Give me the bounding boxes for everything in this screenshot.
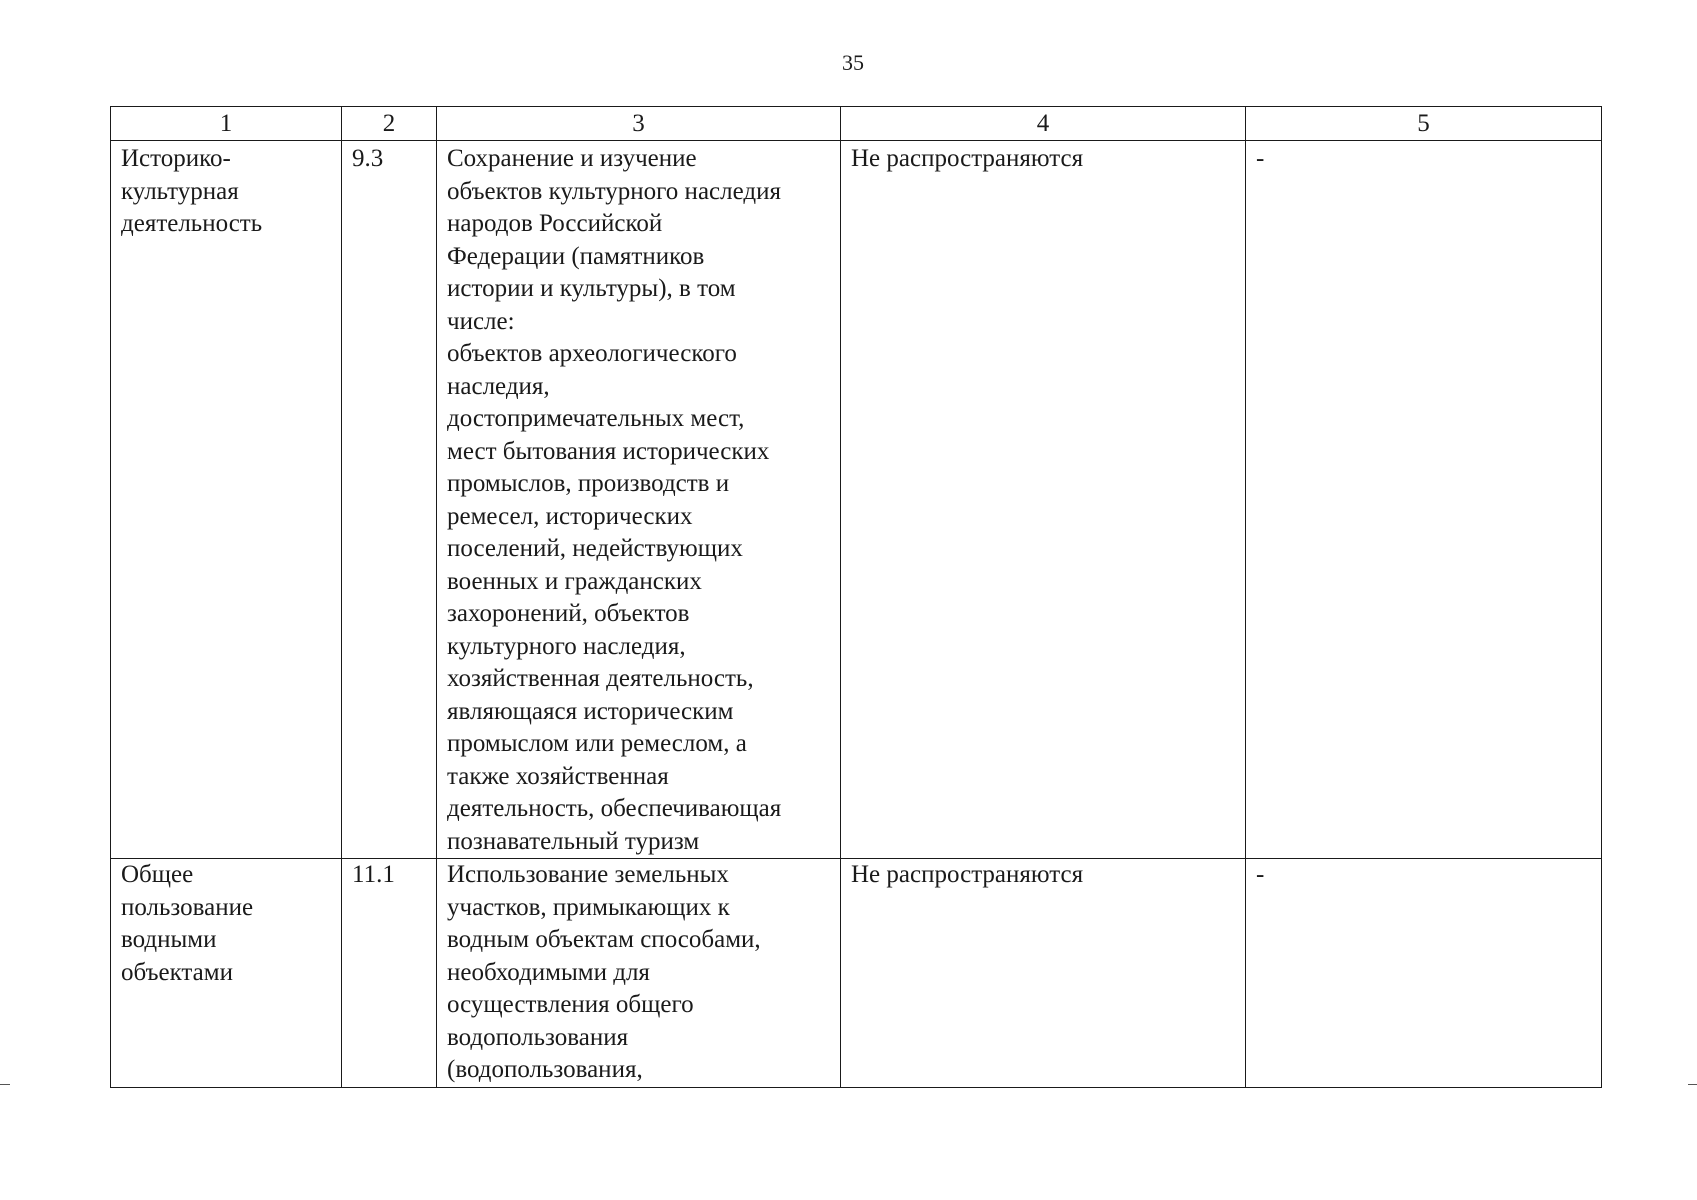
header-col-1: 1 — [111, 107, 342, 141]
left-cut-mark — [0, 1084, 10, 1085]
description-line: наследия, — [447, 372, 550, 400]
use-code-cell: 11.1 — [342, 859, 437, 1088]
description-line: военных и гражданских — [447, 567, 702, 595]
page-number: 35 — [842, 50, 864, 75]
description-line: истории и культуры), в том — [447, 275, 736, 302]
description-line: объектов археологического — [447, 340, 737, 367]
use-name-line: водными — [121, 926, 217, 953]
description-line: достопримечательных мест, — [447, 405, 745, 432]
header-col-5: 5 — [1246, 107, 1602, 141]
description-line: хозяйственная деятельность, — [447, 665, 754, 692]
use-name-line: деятельность — [121, 210, 263, 237]
restriction-cell: Не распространяются — [841, 859, 1246, 1088]
description-line: ремесел, исторических — [447, 502, 693, 530]
use-name-line: Историко- — [121, 145, 231, 172]
use-code-cell: 9.3 — [342, 141, 437, 859]
table-row — [111, 141, 1602, 859]
header-col-3: 3 — [437, 107, 841, 141]
description-line: водным объектам способами, — [447, 926, 761, 953]
description-line: также хозяйственная — [447, 762, 669, 790]
restriction-cell: Не распространяются — [841, 141, 1246, 859]
description-line: необходимыми для — [447, 958, 650, 986]
description-line: мест бытования исторических — [447, 437, 770, 465]
description-line: познавательный туризм — [447, 827, 700, 855]
header-col-2: 2 — [342, 107, 437, 141]
description-line: числе: — [447, 307, 515, 335]
description-line: являющаяся историческим — [447, 697, 734, 725]
header-row — [111, 107, 1602, 141]
description-line: Использование земельных — [447, 861, 729, 888]
use-description-cell — [437, 141, 841, 859]
use-name-cell — [111, 141, 342, 859]
use-name-line: пользование — [121, 893, 254, 921]
description-line: культурного наследия, — [447, 632, 686, 660]
description-line: народов Российской — [447, 210, 663, 237]
description-line: поселений, недействующих — [447, 535, 743, 562]
land-use-table — [110, 106, 1602, 1088]
note-cell: - — [1246, 859, 1602, 1088]
description-line: участков, примыкающих к — [447, 893, 730, 921]
table-row — [111, 859, 1602, 1088]
description-line: (водопользования, — [447, 1056, 643, 1083]
description-line: осуществления общего — [447, 991, 694, 1018]
description-line: промыслов, производств и — [447, 470, 730, 497]
description-line: промыслом или ремеслом, а — [447, 730, 747, 757]
description-line: водопользования — [447, 1023, 629, 1051]
use-name-line: объектами — [121, 958, 233, 986]
description-line: объектов культурного наследия — [447, 177, 781, 205]
header-col-4: 4 — [841, 107, 1246, 141]
right-cut-mark — [1688, 1084, 1697, 1085]
use-name-line: Общее — [121, 861, 194, 888]
description-line: Сохранение и изучение — [447, 145, 697, 172]
description-line: деятельность, обеспечивающая — [447, 795, 782, 822]
use-name-cell — [111, 859, 342, 1088]
note-cell: - — [1246, 141, 1602, 859]
use-name-line: культурная — [121, 177, 239, 205]
description-line: Федерации (памятников — [447, 242, 705, 270]
use-description-cell — [437, 859, 841, 1088]
description-line: захоронений, объектов — [447, 600, 690, 627]
